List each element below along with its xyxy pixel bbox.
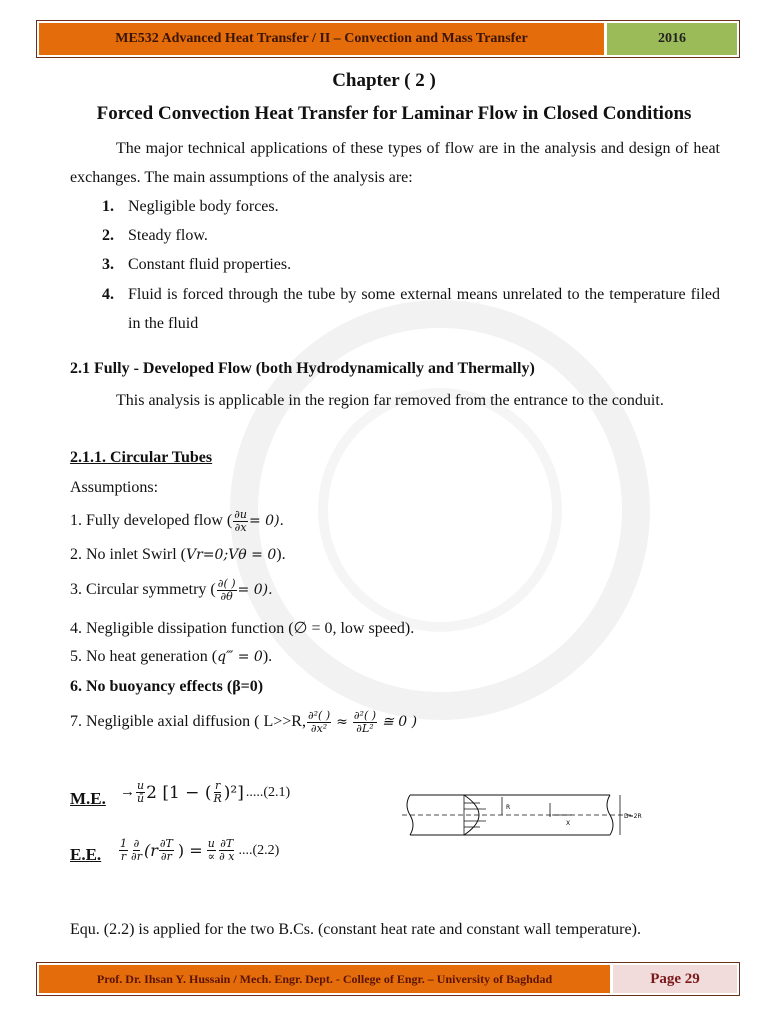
circular-assumption-2: [70, 546, 286, 564]
text: 7. Negligible axial diffusion ( L>>R,: [70, 713, 306, 731]
radius-label: R: [506, 804, 511, 811]
text: ≈: [336, 714, 348, 731]
circular-assumption-6: 6. No buoyancy effects (β=0): [70, 678, 264, 695]
item-number: 4.: [102, 286, 114, 303]
fraction: [207, 838, 216, 863]
item-text: Constant fluid properties.: [128, 256, 292, 273]
fraction: [136, 780, 145, 805]
item-text: Steady flow.: [128, 227, 208, 244]
header-year: 2016: [607, 23, 737, 55]
tube-flow-diagram: [402, 785, 652, 845]
text: ).: [262, 648, 273, 665]
denominator: ∂r: [131, 850, 142, 863]
text: = 0).: [248, 513, 284, 530]
denominator: ∂r: [160, 850, 172, 863]
energy-equation: [118, 838, 279, 863]
text: 2 [1 − (: [146, 782, 212, 803]
numerator: r: [214, 779, 221, 792]
fraction: [233, 509, 248, 534]
denominator: ∂L²: [356, 722, 374, 735]
numerator: u: [137, 779, 145, 792]
circular-assumption-7: [70, 710, 417, 735]
section-heading-2-1: 2.1 Fully - Developed Flow (both Hydrodynamically and Thermally): [70, 360, 535, 377]
denominator: ∂θ: [220, 590, 233, 603]
author-credit: Prof. Dr. Ihsan Y. Hussain / Mech. Engr. Dept. - College of Engr. – University of Baghdad: [39, 965, 610, 993]
text: = 0).: [237, 582, 273, 599]
text: 3. Circular symmetry (: [70, 581, 216, 599]
denominator: ∂ x: [219, 850, 235, 863]
fraction: [218, 838, 235, 863]
fraction: [159, 838, 174, 863]
diameter-label: D=2R: [624, 813, 642, 820]
numerator: u: [207, 837, 215, 850]
fraction: [307, 710, 331, 735]
denominator: ∝: [207, 850, 216, 863]
arrow: →: [120, 784, 135, 800]
assumption-item: [102, 250, 720, 279]
assumption-item: [102, 221, 720, 250]
assumption-item: [102, 280, 720, 338]
denominator: ∂x: [234, 521, 247, 534]
page-footer: [36, 962, 740, 996]
assumption-item: [102, 192, 720, 221]
chapter-title: Forced Convection Heat Transfer for Laminar Flow in Closed Conditions: [96, 103, 692, 124]
x-axis-label: X: [566, 820, 571, 827]
numerator: ∂²( ): [353, 709, 377, 722]
text: ) =: [177, 841, 203, 860]
equation-number: ....(2.2): [238, 842, 280, 858]
circular-assumption-3: [70, 578, 273, 603]
chapter-heading: Chapter ( 2 ): [332, 70, 436, 91]
section-2-1-paragraph: This analysis is applicable in the region far removed from the entrance to the conduit.: [116, 392, 664, 409]
circular-assumption-5: [70, 648, 272, 666]
fraction: [353, 710, 377, 735]
text: (r: [143, 841, 158, 860]
denominator: ∂x²: [310, 722, 328, 735]
numerator: 1: [120, 837, 127, 850]
circular-assumption-1: [70, 509, 284, 534]
math: Vr=0;Vθ = 0: [186, 547, 277, 563]
text: ≅ 0 ): [382, 714, 418, 731]
math: q‴ = 0: [217, 649, 263, 665]
equation-number: .....(2.1): [245, 784, 291, 800]
momentum-equation-label: M.E.: [70, 789, 106, 808]
numerator: ∂T: [220, 837, 234, 850]
intro-paragraph: The major technical applications of these types of flow are in the analysis and design of heat exchanges. The main assumptions of the analysis are:: [70, 140, 720, 186]
item-number: 2.: [102, 227, 114, 244]
circular-assumption-4: 4. Negligible dissipation function (∅ = 0, low speed).: [70, 620, 415, 637]
denominator: r: [120, 850, 127, 863]
subsection-heading-2-1-1: 2.1.1. Circular Tubes: [70, 449, 213, 466]
fraction: [130, 838, 143, 863]
numerator: ∂²( ): [307, 709, 331, 722]
denominator: R: [213, 792, 222, 805]
fraction: [119, 838, 128, 863]
item-text: Fluid is forced through the tube by some external means unrelated to the temperature filed in the fluid: [128, 286, 720, 332]
fraction: [212, 780, 222, 805]
text: ).: [276, 546, 286, 563]
page-header: [36, 20, 740, 58]
item-number: 1.: [102, 198, 114, 215]
denominator: ū: [137, 792, 145, 805]
numerator: ∂( ): [217, 577, 236, 590]
text: 1. Fully developed flow (: [70, 512, 233, 530]
text: 2. No inlet Swirl (: [70, 546, 186, 563]
assumptions-label: Assumptions:: [70, 479, 159, 496]
closing-paragraph: Equ. (2.2) is applied for the two B.Cs. (constant heat rate and constant wall temperature).: [70, 921, 641, 938]
course-title: ME532 Advanced Heat Transfer / II – Convection and Mass Transfer: [39, 23, 604, 55]
numerator: ∂T: [159, 837, 173, 850]
text: 5. No heat generation (: [70, 648, 218, 665]
energy-equation-label: E.E.: [70, 845, 102, 864]
numerator: ∂u: [234, 508, 247, 521]
page-number: Page 29: [613, 965, 737, 993]
item-text: Negligible body forces.: [128, 198, 279, 215]
momentum-equation: [120, 780, 290, 805]
item-number: 3.: [102, 256, 114, 273]
text: )²]: [223, 782, 244, 803]
numerator: ∂: [133, 837, 140, 850]
fraction: [217, 578, 237, 603]
